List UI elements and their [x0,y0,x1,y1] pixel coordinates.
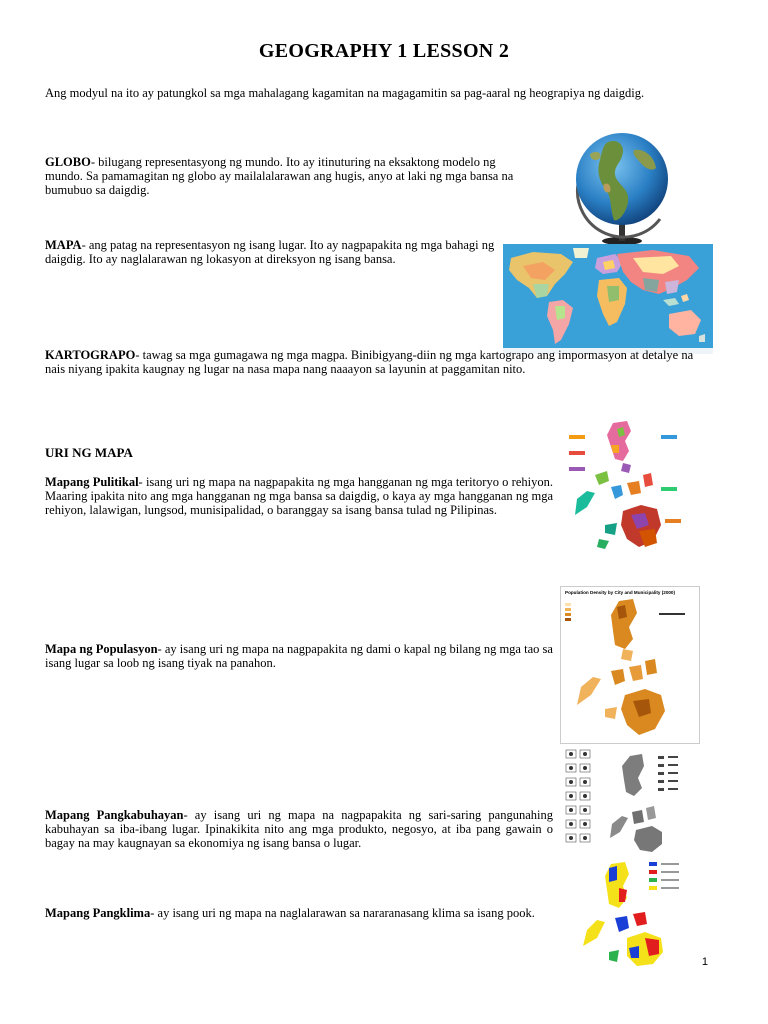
globo-term: GLOBO [45,155,91,169]
population-map-title: Population Density by City and Municipality (2000) [565,590,676,595]
intro-paragraph: Ang modyul na ito ay patungkol sa mga mahalagang kagamitan na magagamitin sa pag-aaral ng heograpiya ng daigdig. [45,86,645,100]
world-map-image [503,244,713,354]
kartograpo-term: KARTOGRAPO [45,348,136,362]
globe-image [560,124,684,246]
mapa-text: - ang patag na representasyon ng isang lugar. Ito ay nagpapakita ng mga bahagi ng daigdig. Ito ay naglalarawan ng lokasyon at direksyon ng isang bansa. [45,238,495,266]
pulitikal-term: Mapang Pulitikal [45,475,139,489]
mapa-term: MAPA [45,238,82,252]
pulitikal-paragraph [45,475,553,517]
page-title: GEOGRAPHY 1 LESSON 2 [258,40,510,62]
population-map-image [560,586,700,744]
kartograpo-paragraph [45,348,710,376]
pangkabuhayan-paragraph [45,808,553,850]
populasyon-term: Mapa ng Populasyon [45,642,158,656]
political-map-image [565,415,695,565]
pangklima-text: - ay isang uri ng mapa na naglalarawan sa nararanasang klima sa isang pook. [150,906,535,920]
uri-heading: URI NG MAPA [45,445,133,460]
mapa-paragraph [45,238,495,266]
kartograpo-text: - tawag sa mga gumagawa ng mga magpa. Binibigyang-diin ng mga kartograpo ang impormasyon at detalye na nais niyang ipakita kaugnay ng lugar na nasa mapa nang naaayon sa layunin at paggamitan nito. [45,348,694,376]
globo-paragraph [45,155,535,197]
climate-map-image [575,858,687,970]
economic-map-image [562,746,687,856]
globo-text: - bilugang representasyong ng mundo. Ito ay itinuturing na eksaktong modelo ng mundo. Sa pamamagitan ng globo ay mailalalarawan ang hugis, anyo at laki ng mga bansa na bumubuo sa daigdig. [45,155,514,197]
pangkabuhayan-text: - ay isang uri ng mapa na nagpapakita ng sari-saring pangunahing kabuhayan sa iba-ibang lugar. Ipinakikita nito ang mga produkto, negosyo, at iba pang gawain o bagay na may kaugnayan sa ekonomiya ng isang bansa o lugar. [45,808,553,850]
pangklima-paragraph [45,906,565,920]
pulitikal-text: - isang uri ng mapa na nagpapakita ng mga hangganan ng mga teritoryo o rehiyon. Maaring ipakita nito ang mga hangganan ng mga bansa sa daigdig, o kaya ay mga hangganan ng mga rehiyon, lalawigan, lungsod, munisipalidad, o baranggay sa isang bansa tulad ng Pilipinas. [45,475,553,517]
pangkabuhayan-term: Mapang Pangkabuhayan [45,808,184,822]
populasyon-paragraph [45,642,553,670]
page-number: 1 [701,956,708,968]
pangklima-term: Mapang Pangklima [45,906,151,920]
populasyon-text: - ay isang uri ng mapa na nagpapakita ng dami o kapal ng bilang ng mga tao sa isang lugar sa loob ng isang tiyak na panahon. [45,642,553,670]
